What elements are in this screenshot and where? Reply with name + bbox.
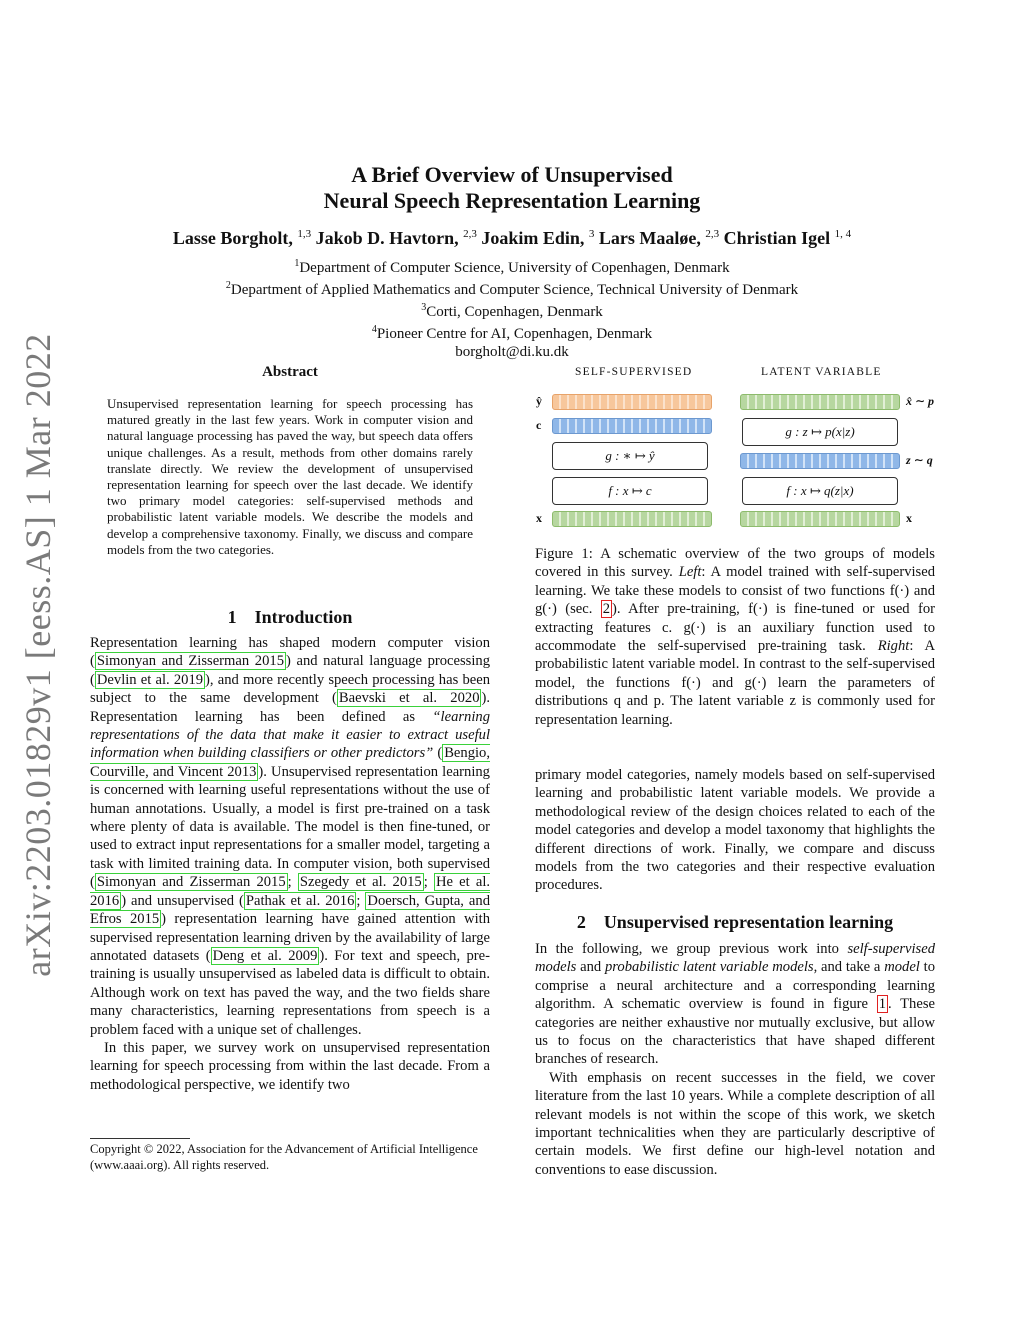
arxiv-sidebar — [8, 333, 68, 977]
citation-link[interactable]: He et al. 2016 — [90, 874, 491, 909]
fig-heading-self-supervised: SELF-SUPERVISED — [575, 366, 693, 378]
label-x-hat: x̂ ∼ p — [906, 394, 935, 408]
function-g-box-right: g : z ↦ p(x|z) — [742, 418, 898, 446]
author: Lasse Borgholt, $^{1,3}$ — [172, 228, 312, 248]
figure-ref-link[interactable]: 1 — [878, 996, 887, 1013]
author-list — [0, 228, 1024, 249]
citation-link[interactable]: Szegedy et al. 2015 — [299, 874, 422, 891]
label-x-left: x — [536, 511, 542, 525]
citation-link[interactable]: Deng et al. 2009 — [212, 947, 318, 964]
affiliation: $^1$Department of Computer Science, University of Copenhagen, Denmark — [294, 258, 730, 276]
affiliation: $^4$Pioneer Centre for AI, Copenhagen, Denmark — [371, 324, 653, 342]
abstract-heading: Abstract — [262, 364, 318, 380]
author: Christian Igel $^{1, 4}$ — [723, 228, 852, 248]
citation-link[interactable]: Simonyan and Zisserman 2015 — [96, 874, 286, 891]
intro-body — [90, 634, 490, 1094]
citation-link[interactable]: Bengio, Courville, and Vincent 2013 — [90, 745, 490, 780]
author: Lars Maaløe, $^{2,3}$ — [598, 228, 720, 248]
author: Joakim Edin, $^3$ — [481, 228, 595, 248]
function-f-box-right: f : x ↦ q(z|x) — [742, 477, 898, 505]
citation-link[interactable]: Doersch, Gupta, and Efros 2015 — [90, 892, 490, 928]
affiliations — [0, 255, 1024, 361]
copyright-footnote: Copyright © 2022, Association for the Advancement of Artificial Intelligence (www.aaai.org). All rights reserved. — [90, 1142, 478, 1172]
email: borgholt@di.ku.dk — [455, 344, 569, 360]
author: Jakob D. Havtorn, $^{2,3}$ — [315, 228, 477, 248]
input-x-bar-right — [740, 511, 900, 527]
figure-1-caption: Figure 1: A schematic overview of the two groups of models covered in this survey. Left: A model trained with self-supervised learning. We take these models to consist of two functions f(·) and g(·) (sec. 2 ). After pre-training, f(·) is fine-tuned or used for extracting features c. g(·) is an auxiliary function used to accommodate the self-supervised pre-training task. Right: A probabilistic latent variable model. In contrast to the self-supervised model, the functions f(·) and g(·) learn the parameters of distributions q and p. The latent variable z is commonly used for representation learning. — [535, 546, 936, 728]
section-2-heading: 2 Unsupervised representation learning — [576, 912, 894, 932]
citation-link[interactable]: Baevski et al. 2020 — [338, 690, 480, 707]
title-line-1: A Brief Overview of Unsupervised — [351, 162, 673, 187]
label-c: c — [536, 418, 542, 432]
figure-1 — [530, 360, 950, 535]
context-c-bar — [552, 418, 712, 434]
citation-link[interactable]: Devlin et al. 2019 — [96, 671, 204, 688]
input-x-bar-left — [552, 511, 712, 527]
output-x-hat-bar — [740, 394, 900, 410]
footnote-rule — [90, 1138, 190, 1139]
paper-title — [0, 162, 1024, 214]
affiliation: $^3$Corti, Copenhagen, Denmark — [421, 302, 603, 320]
right-column-paragraph-1: primary model categories, namely models based on self-supervised learning and probabilistic latent variable models. We provide a methodological review of the design choices related to each of the model categories and develop a model taxonomy that highlights the different directions of work. Finally, we compare and discuss models from the two categories and their respective evaluation procedures. — [535, 767, 935, 894]
function-g-box-left: g : ∗ ↦ ŷ — [552, 442, 708, 470]
intro-paragraph-1: Representation learning has shaped modern computer vision ( Simonyan and Zisserman 2015 ) and natural language processing ( Devlin et al. 2019 ), and more recently speech processing has been subject to the same development ( Baevski et al. 2020 ). Representation learning has been defined as “learning representations of the data that make it easier to extract useful information when building classifiers or other predictors” ( Bengio, Courville, and Vincent 2013 ). Unsupervised representation learning is concerned with learning useful representations without the use of human annotations. Usually, a model is first pre-trained on a task where plenty of data is available. The model is then fine-tuned, or used to extract input representations for a smaller model, targeting a task with limited training data. In computer vision, both supervised ( Simonyan and Zisserman 2015 ; Szegedy et al. 2015 ; He et al. 2016 ) and unsupervised ( Pathak et al. 2016 ; Doersch, Gupta, and Efros 2015 ) representation learning have gained attention with supervised representation learning driven by the availability of large annotated datasets ( Deng et al. 2009 ). For text and speech, pre-training is usually unsupervised as labeled data is difficult to obtain. Although work on text has paved the way, and the two fields share many characteristics, learning representations from speech is a problem faced with a unique set of challenges. — [90, 635, 491, 1038]
section-2-paragraph-1: In the following, we group previous work into self-supervised models and probabilistic latent variable models, and take a model to comprise a neural architecture and a corresponding learning algorithm. A schematic overview is found in figure 1 . These categories are neither exhaustive nor mutually exclusive, but allow us to focus on the characteristics that have shaped different branches of research. — [535, 941, 935, 1068]
section-2-paragraph-2: With emphasis on recent successes in the field, we cover literature from the last 10 years. While a complete description of all relevant models is not within the scope of this work, we sketch important technicalities when they are particularly descriptive of certain models. We first define our high-level notation and conventions to ease discussion. — [535, 1069, 935, 1178]
label-x-right: x — [906, 511, 912, 525]
affiliation: $^2$Department of Applied Mathematics and Computer Science, Technical University of Denmark — [225, 280, 799, 298]
function-f-box-left: f : x ↦ c — [552, 477, 708, 505]
label-y-hat: ŷ — [536, 394, 542, 408]
citation-link[interactable]: Pathak et al. 2016 — [245, 892, 355, 909]
output-y-hat-bar — [552, 394, 712, 410]
latent-z-bar — [740, 453, 900, 469]
intro-paragraph-2: In this paper, we survey work on unsupervised representation learning for speech processing from within the last decade. From a methodological perspective, we identify two — [90, 1039, 490, 1093]
label-z: z ∼ q — [906, 453, 933, 467]
citation-link[interactable]: Simonyan and Zisserman 2015 — [96, 653, 284, 670]
fig-heading-latent-variable: LATENT VARIABLE — [761, 366, 882, 378]
abstract-text: Unsupervised representation learning for speech processing has matured greatly in the last few years. Work in computer vision and natural language processing has paved the way, but speech data offers unique challenges. As a result, methods from other domains rarely translate directly. We review the development of unsupervised representation learning for speech over the last decade. We identify two primary model categories: self-supervised methods and probabilistic latent variable models. We describe the models and develop a comprehensive taxonomy. Finally, we discuss and compare models from the two categories. — [107, 396, 473, 557]
title-line-2: Neural Speech Representation Learning — [323, 188, 701, 213]
arxiv-id: arXiv:2203.01829v1 [eess.AS] 1 Mar 2022 — [18, 333, 58, 977]
section-ref-link[interactable]: 2 — [602, 601, 611, 618]
intro-heading: 1 Introduction — [227, 607, 353, 627]
section-2-body — [535, 940, 935, 1179]
